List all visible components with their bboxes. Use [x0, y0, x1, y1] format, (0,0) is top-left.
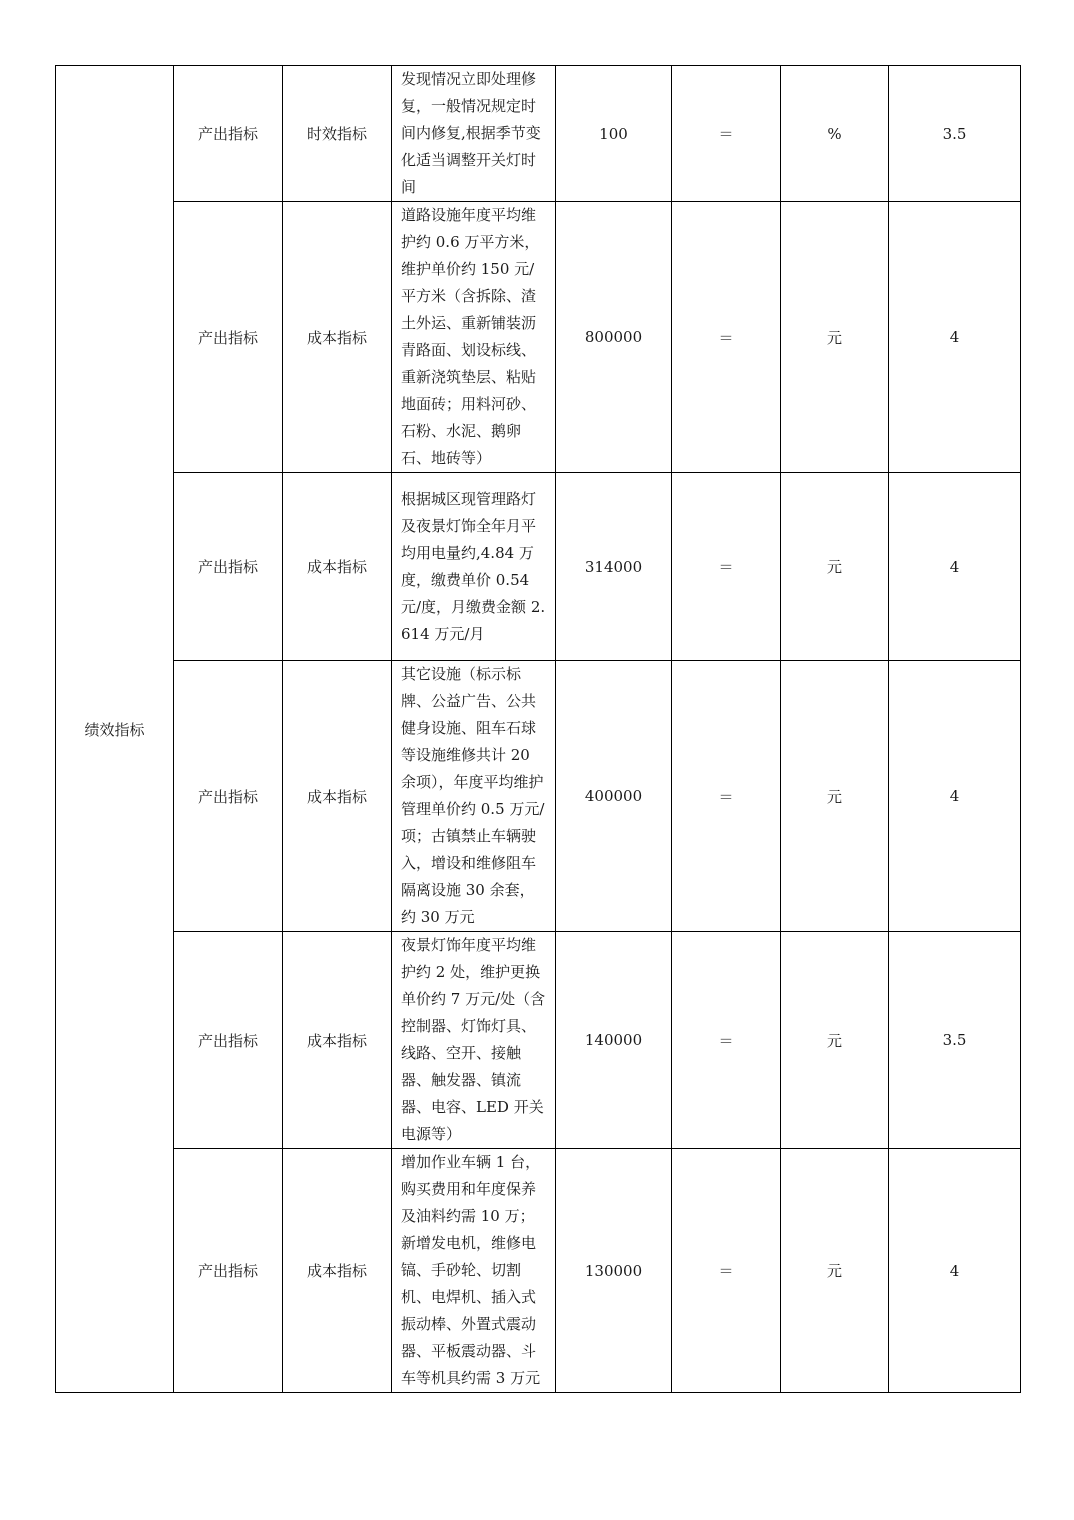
unit-cell: 元	[781, 202, 889, 473]
level2-indicator-cell: 成本指标	[283, 932, 392, 1149]
target-value-cell: 314000	[556, 473, 672, 661]
level1-indicator-cell: 产出指标	[174, 66, 283, 202]
target-value-cell: 130000	[556, 1149, 672, 1393]
unit-cell: %	[781, 66, 889, 202]
score-cell: 3.5	[889, 66, 1021, 202]
indicator-content-cell: 夜景灯饰年度平均维护约 2 处，维护更换单价约 7 万元/处（含控制器、灯饰灯具、线路、空开、接触器、触发器、镇流器、电容、LED 开关电源等）	[392, 932, 556, 1149]
score-cell: 4	[889, 202, 1021, 473]
level2-indicator-cell: 成本指标	[283, 1149, 392, 1393]
operator-cell: ＝	[672, 66, 781, 202]
level1-indicator-cell: 产出指标	[174, 202, 283, 473]
group-label-cell: 绩效指标	[56, 66, 174, 1393]
target-value-cell: 800000	[556, 202, 672, 473]
score-cell: 4	[889, 473, 1021, 661]
indicator-content-cell: 道路设施年度平均维护约 0.6 万平方米，维护单价约 150 元/平方米（含拆除、渣土外运、重新铺装沥青路面、划设标线、重新浇筑垫层、粘贴地面砖；用料河砂、石粉、水泥、鹅卵石、地砖等）	[392, 202, 556, 473]
target-value-cell: 140000	[556, 932, 672, 1149]
level1-indicator-cell: 产出指标	[174, 932, 283, 1149]
performance-indicator-table	[55, 65, 1021, 1393]
operator-cell: ＝	[672, 661, 781, 932]
table-row	[56, 932, 1021, 1149]
unit-cell: 元	[781, 932, 889, 1149]
indicator-content-cell: 根据城区现管理路灯及夜景灯饰全年月平均用电量约,4.84 万度，缴费单价 0.54 元/度，月缴费金额 2.614 万元/月	[392, 473, 556, 661]
level2-indicator-cell: 成本指标	[283, 661, 392, 932]
table-row	[56, 1149, 1021, 1393]
level1-indicator-cell: 产出指标	[174, 1149, 283, 1393]
operator-cell: ＝	[672, 932, 781, 1149]
level1-indicator-cell: 产出指标	[174, 473, 283, 661]
indicator-content-cell: 其它设施（标示标牌、公益广告、公共健身设施、阻车石球等设施维修共计 20 余项），年度平均维护管理单价约 0.5 万元/项；古镇禁止车辆驶入，增设和维修阻车隔离设施 30 余套，约 30 万元	[392, 661, 556, 932]
score-cell: 4	[889, 661, 1021, 932]
table-row	[56, 473, 1021, 661]
level2-indicator-cell: 成本指标	[283, 473, 392, 661]
target-value-cell: 400000	[556, 661, 672, 932]
indicator-content-cell: 增加作业车辆 1 台，购买费用和年度保养及油料约需 10 万；新增发电机，维修电镐、手砂轮、切割机、电焊机、插入式振动棒、外置式震动器、平板震动器、斗车等机具约需 3 万元	[392, 1149, 556, 1393]
unit-cell: 元	[781, 1149, 889, 1393]
score-cell: 3.5	[889, 932, 1021, 1149]
level1-indicator-cell: 产出指标	[174, 661, 283, 932]
target-value-cell: 100	[556, 66, 672, 202]
unit-cell: 元	[781, 661, 889, 932]
level2-indicator-cell: 时效指标	[283, 66, 392, 202]
table-row	[56, 661, 1021, 932]
level2-indicator-cell: 成本指标	[283, 202, 392, 473]
table-row	[56, 202, 1021, 473]
operator-cell: ＝	[672, 473, 781, 661]
operator-cell: ＝	[672, 1149, 781, 1393]
unit-cell: 元	[781, 473, 889, 661]
indicator-content-cell: 发现情况立即处理修复，一般情况规定时间内修复,根据季节变化适当调整开关灯时间	[392, 66, 556, 202]
operator-cell: ＝	[672, 202, 781, 473]
table-row	[56, 66, 1021, 202]
score-cell: 4	[889, 1149, 1021, 1393]
